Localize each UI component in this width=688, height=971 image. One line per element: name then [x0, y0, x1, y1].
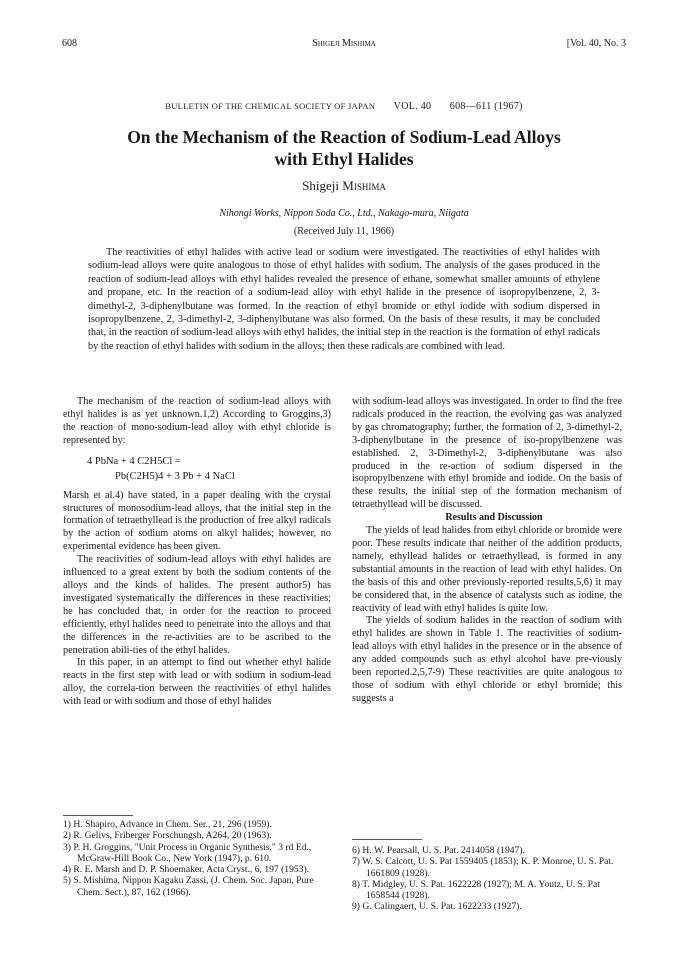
- left-paragraph-4: In this paper, in an attempt to find out whether ethyl halide reacts in the first step with lead or with sodium in sodium-lead alloy, the correla-tion between the reactivities of ethyl halides with lead or with sodium and those of ethyl halides: [63, 657, 331, 708]
- right-paragraph-3: The yields of sodium halides in the reaction of sodium with ethyl halides are shown in Table 1. The reactivities of sodium-lead alloys with ethyl halides in the presence or in the absence of any added compounds such as ethyl alcohol have pre-viously been reported.2,5,7-9) These reactivities are quite analogous to those of sodium with ethyl chloride or ethyl bromide; this suggests a: [352, 615, 622, 704]
- right-column: [352, 396, 622, 706]
- footnote: 7) W. S. Calcott, U. S. Pat 1559405 (1853); K. P. Monroe, U. S. Pat. 1661809 (1928).: [352, 856, 614, 879]
- title-line-2: with Ethyl Halides: [274, 149, 414, 169]
- left-paragraph-2: Marsh et al.4) have stated, in a paper dealing with the crystal structures of monosodium-lead alloys, that the initial step in the formation of tetraethyllead is the production of free alkyl radicals by the action of sodium atoms on alkyl halides; however, no experimental evidence has been given.: [63, 489, 331, 553]
- footnote: 4) R. E. Marsh and D. P. Shoemaker, Acta Cryst., 6, 197 (1953).: [63, 864, 310, 876]
- running-author: Shigeji Mishima: [312, 38, 376, 49]
- right-paragraph-2: The yields of lead halides from ethyl chloride or bromide were poor. These results indicate that neither of the addition products, namely, ethyllead halides or tetraethyllead, is formed in any substantial amounts in the reaction of lead with ethyl halides. On the basis of this and other previously-reported results,5,6) it may be considered that, in the absence of catalysts such as iodine, the reactivity of lead with ethyl halides is quite low.: [352, 525, 622, 614]
- paper-title: [60, 126, 628, 170]
- journal-line: [0, 101, 688, 112]
- footnote: 1) H. Shapiro, Advance in Chem. Ser., 21, 296 (1959).: [63, 819, 272, 830]
- equation-line-2: Pb(C2H5)4 + 3 Pb + 4 NaCl: [115, 470, 235, 482]
- footnote: 8) T. Midgley, U. S. Pat. 1622228 (1927); M. A. Youtz, U. S. Pat 1658544 (1928).: [352, 878, 600, 902]
- volume-info: [Vol. 40, No. 3: [566, 38, 626, 49]
- footnotes-left: [63, 819, 331, 898]
- right-paragraph-1: with sodium-lead alloys was investigated. In order to find the free radicals produced in the reaction, the evolving gas was analyzed by gas chromatography; further, the formation of 2, 3-dimethyl-2, 3-diphenylbutane in the presence of iso-propylbenzene was established. 2, 3-Dimethyl-2, 3-diphenylbutane was also produced in the re-action of sodium dispersed in the isopropylbenzene with ethyl bromide and iodide. On the basis of these results, the initial step of the formation mechanism of tetraethyllead will be discussed.: [352, 396, 622, 511]
- author-family-name: Mishima: [342, 178, 386, 193]
- journal-volume: VOL. 40: [393, 101, 432, 112]
- footnote: 3) P. H. Groggins, "Unit Process in Organic Synthesis," 3 rd Ed., McGraw-Hill Book Co., New York (1947), p. 610.: [63, 841, 312, 864]
- footnote-rule-right: [352, 839, 422, 840]
- reaction-equation: [87, 454, 331, 484]
- abstract: The reactivities of ethyl halides with active lead or sodium were investigated. The reactivities of ethyl halides with sodium-lead alloys were quite analogous to those of ethyl halides with sodium. The analysis of the gases produced in the reaction of sodium-lead alloys with ethyl halides revealed the presence of ethane, somewhat smaller amounts of ethylene and propane, etc. In the reaction of a sodium-lead alloy with ethyl halide in the presence of isopropylbenzene, 2, 3-dimethyl-2, 3-diphenylbutane was formed. In the reaction of ethyl bromide or ethyl iodide with sodium dispersed in isopropylbenzene, 2, 3-dimethyl-2, 3-diphenylbutane was also formed. On the basis of these results, it may be concluded that, in the reaction of sodium-lead alloys with ethyl halides, the initial step in the reaction is the formation of ethyl radicals by the reaction of ethyl halides with sodium in the alloys; then these radicals are combined with lead.: [88, 247, 600, 352]
- footnote: 9) G. Calingaert, U. S. Pat. 1622233 (1927).: [352, 901, 522, 913]
- section-heading: Results and Discussion: [445, 512, 543, 524]
- footnote: 2) R. Gelivs, Friberger Forschungsh, A264, 20 (1963).: [63, 830, 272, 842]
- footnote: 6) H. W. Pearsall, U. S. Pat. 2414058 (1947).: [352, 845, 525, 856]
- footnote: 5) S. Mishima, Nippon Kagaku Zassi, (J. Chem. Soc. Japan, Pure Chem. Sect.), 87, 162 (1966).: [63, 875, 314, 898]
- received-date: (Received July 11, 1966): [293, 226, 395, 237]
- page-number: 608: [62, 38, 77, 49]
- left-column: [63, 396, 331, 709]
- journal-name: BULLETIN OF THE CHEMICAL SOCIETY OF JAPAN: [165, 101, 376, 111]
- footnotes-right: [352, 845, 622, 913]
- footnote-rule-left: [63, 815, 133, 816]
- author: [0, 178, 688, 194]
- author-given-name: Shigeji: [302, 178, 340, 193]
- title-line-1: On the Mechanism of the Reaction of Sodium-Lead Alloys: [127, 127, 561, 147]
- equation-line-1: 4 PbNa + 4 C2H5Cl =: [87, 455, 181, 467]
- journal-pages: 608—611 (1967): [449, 101, 523, 112]
- running-header: [0, 38, 688, 52]
- affiliation: Nihongi Works, Nippon Soda Co., Ltd., Nakago-mura, Niigata: [219, 208, 469, 219]
- left-paragraph-1: The mechanism of the reaction of sodium-lead alloys with ethyl halides is as yet unknown.1,2) According to Groggins,3) the reaction of mono-sodium-lead alloy with ethyl chloride is represented by:: [63, 396, 331, 446]
- left-paragraph-3: The reactivities of sodium-lead alloys with ethyl halides are influenced to a great extent by both the sodium contents of the alloys and the kinds of halides. The present author5) has investigated systematically the differences in these reactivities; he has concluded that, in order for the reaction to proceed efficiently, ethyl halides need to penetrate into the alloys and that the differences in the re-activities are to be ascribed to the penetration abili-ties of the ethyl halides.: [63, 554, 331, 656]
